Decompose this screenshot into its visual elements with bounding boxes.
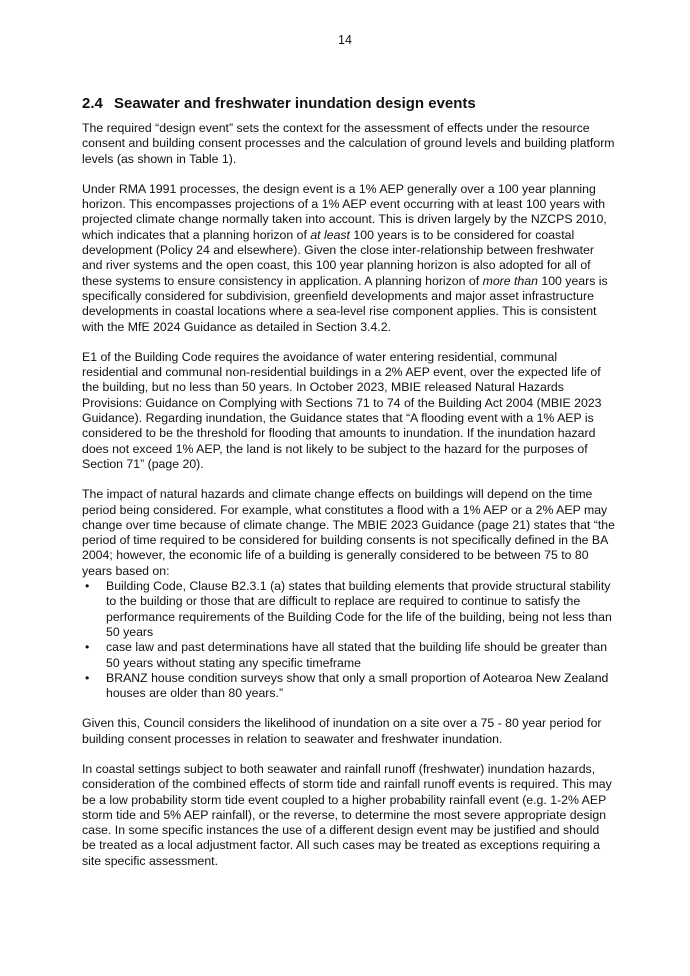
emphasis-more-than: more than [482,273,538,288]
paragraph-impact: The impact of natural hazards and climate change effects on buildings will depend on the time period being considered. For example, what constitutes a flood with a 1% AEP or a 2% AEP may change over time because of climate change. The MBIE 2023 Guidance (page 21) states that “the period of time required to be considered for building consents is not specifically defined in the BA 2004; however, the economic life of a building is generally considered to be between 75 to 80 years based on: [82,487,615,578]
paragraph-coastal-settings: In coastal settings subject to both seawater and rainfall runoff (freshwater) inundation hazards, consideration of the combined effects of storm tide and rainfall runoff events is required. This may be a low probability storm tide event coupled to a higher probability rainfall event (e.g. 1-2% AEP storm tide and 5% AEP rainfall), or the reverse, to determine the most severe appropriate design case. In some specific instances the use of a different design event may be justified and should be treated as a local adjustment factor. All such cases may be treated as exceptions requiring a site specific assessment. [82,761,612,868]
paragraph-rma-processes [82,182,616,335]
list-item: • Building Code, Clause B2.3.1 (a) states that building elements that provide structural stability to the building or those that are difficult to replace are required to continue to satisfy the performance requirements of the Building Code for the life of the building, being not less than 50 years [82,579,616,640]
emphasis-at-least: at least [310,227,350,242]
document-body [82,95,616,884]
list-item: • case law and past determinations have all stated that the building life should be greater than 50 years without stating any specific timeframe [82,640,616,671]
section-title: Seawater and freshwater inundation design events [114,95,476,112]
list-item: • BRANZ house condition surveys show that only a small proportion of Aotearoa New Zealand houses are older than 80 years.” [82,671,616,702]
paragraph-rma-text-3: 100 years is specifically considered for subdivision, greenfield developments and major asset infrastructure developments in coastal locations where a sea-level rise component applies. This is consistent with the MfE 2024 Guidance as detailed in Section 3.4.2. [82,273,608,334]
section-number: 2.4 [82,95,103,112]
section-heading [82,95,616,113]
paragraph-design-event: The required “design event” sets the context for the assessment of effects under the resource consent and building consent processes and the calculation of ground levels and building platform levels (as shown in Table 1). [82,121,615,166]
paragraph-rma-text-1: Under RMA 1991 processes, the design event is a 1% AEP generally over a 100 year planning horizon. This encompasses projections of a 1% AEP event occurring with at least 100 years with projected climate change normally taken into account. This is driven largely by the NZCPS 2010, which indicates that a planning horizon of [82,181,607,242]
paragraph-rma-text-2: 100 years is to be considered for coastal development (Policy 24 and elsewhere). Given the close inter-relationship between freshwater and river systems and the open coast, this 100 year planning horizon is also adopted for all of these systems to ensure consistency in application. A planning horizon of [82,227,594,288]
bullet-list [82,579,616,701]
paragraph-council-likelihood: Given this, Council considers the likelihood of inundation on a site over a 75 - 80 year period for building consent processes in relation to seawater and freshwater inundation. [82,716,602,746]
page-number: 14 [338,33,352,47]
paragraph-building-code: E1 of the Building Code requires the avoidance of water entering residential, communal residential and communal non-residential buildings in a 2% AEP event, over the expected life of the building, but no less than 50 years. In October 2023, MBIE released Natural Hazards Provisions: Guidance on Complying with Sections 71 to 74 of the Building Act 2004 (MBIE 2023 Guidance). Regarding inundation, the Guidance states that “A flooding event with a 1% AEP is considered to be the threshold for flooding that amounts to inundation. If the inundation hazard does not exceed 1% AEP, the land is not likely to be subject to the hazard for the purposes of Section 71” (page 20). [82,349,602,471]
